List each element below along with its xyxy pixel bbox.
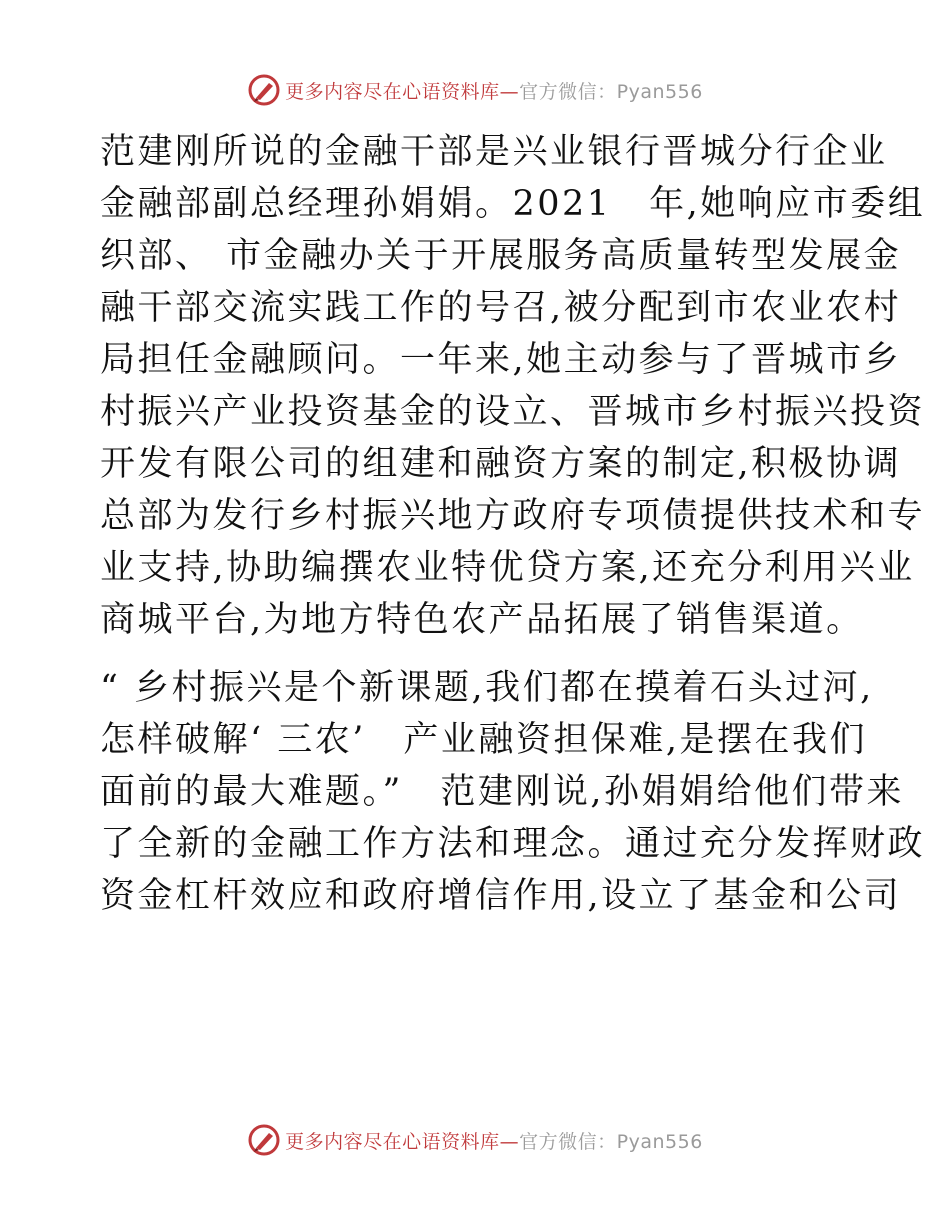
text-line: 了全新的金融工作方法和理念。通过充分发挥财政 (100, 824, 926, 864)
text-line: “ 乡村振兴是个新课题,我们都在摸着石头过河, (100, 668, 874, 708)
banner-main-text: 更多内容尽在心语资料库— (285, 1130, 520, 1153)
text-line: 资金杠杆效应和政府增信作用,设立了基金和公司 (100, 876, 902, 916)
banner-text (285, 1127, 703, 1154)
text-line: 总部为发行乡村振兴地方政府专项债提供技术和专 (100, 496, 926, 536)
banner-text (285, 77, 703, 104)
text-line: 融干部交流实践工作的号召,被分配到市农业农村 (100, 288, 902, 328)
text-line: 怎样破解‘ 三农’ 产业融资担保难,是摆在我们 (100, 720, 868, 760)
paragraph-1 (100, 126, 926, 646)
text-line: 局担任金融顾问。一年来,她主动参与了晋城市乡 (100, 340, 902, 380)
text-line: 织部、 市金融办关于开展服务高质量转型发展金 (100, 236, 902, 276)
text-line: 范建刚所说的金融干部是兴业银行晋城分行企业 (100, 132, 888, 172)
article-body (100, 126, 926, 938)
text-line: 商城平台,为地方特色农产品拓展了销售渠道。 (100, 600, 864, 640)
text-line: 业支持,协助编撰农业特优贷方案,还充分利用兴业 (100, 548, 915, 588)
text-line: 金融部副总经理孙娟娟。2021 年,她响应市委组 (100, 184, 926, 224)
pen-logo-icon (247, 73, 281, 107)
paragraph-2 (100, 662, 926, 922)
text-line: 开发有限公司的组建和融资方案的制定,积极协调 (100, 444, 902, 484)
banner-channel-text: 官方微信：Pyan556 (519, 80, 703, 103)
text-line: 面前的最大难题。” 范建刚说,孙娟娟给他们带来 (100, 772, 905, 812)
banner-main-text: 更多内容尽在心语资料库— (285, 80, 520, 103)
banner-channel-text: 官方微信：Pyan556 (519, 1130, 703, 1153)
text-line: 村振兴产业投资基金的设立、晋城市乡村振兴投资 (100, 392, 926, 432)
pen-logo-icon (247, 1123, 281, 1157)
footer-banner (0, 1122, 950, 1158)
header-banner (0, 72, 950, 108)
